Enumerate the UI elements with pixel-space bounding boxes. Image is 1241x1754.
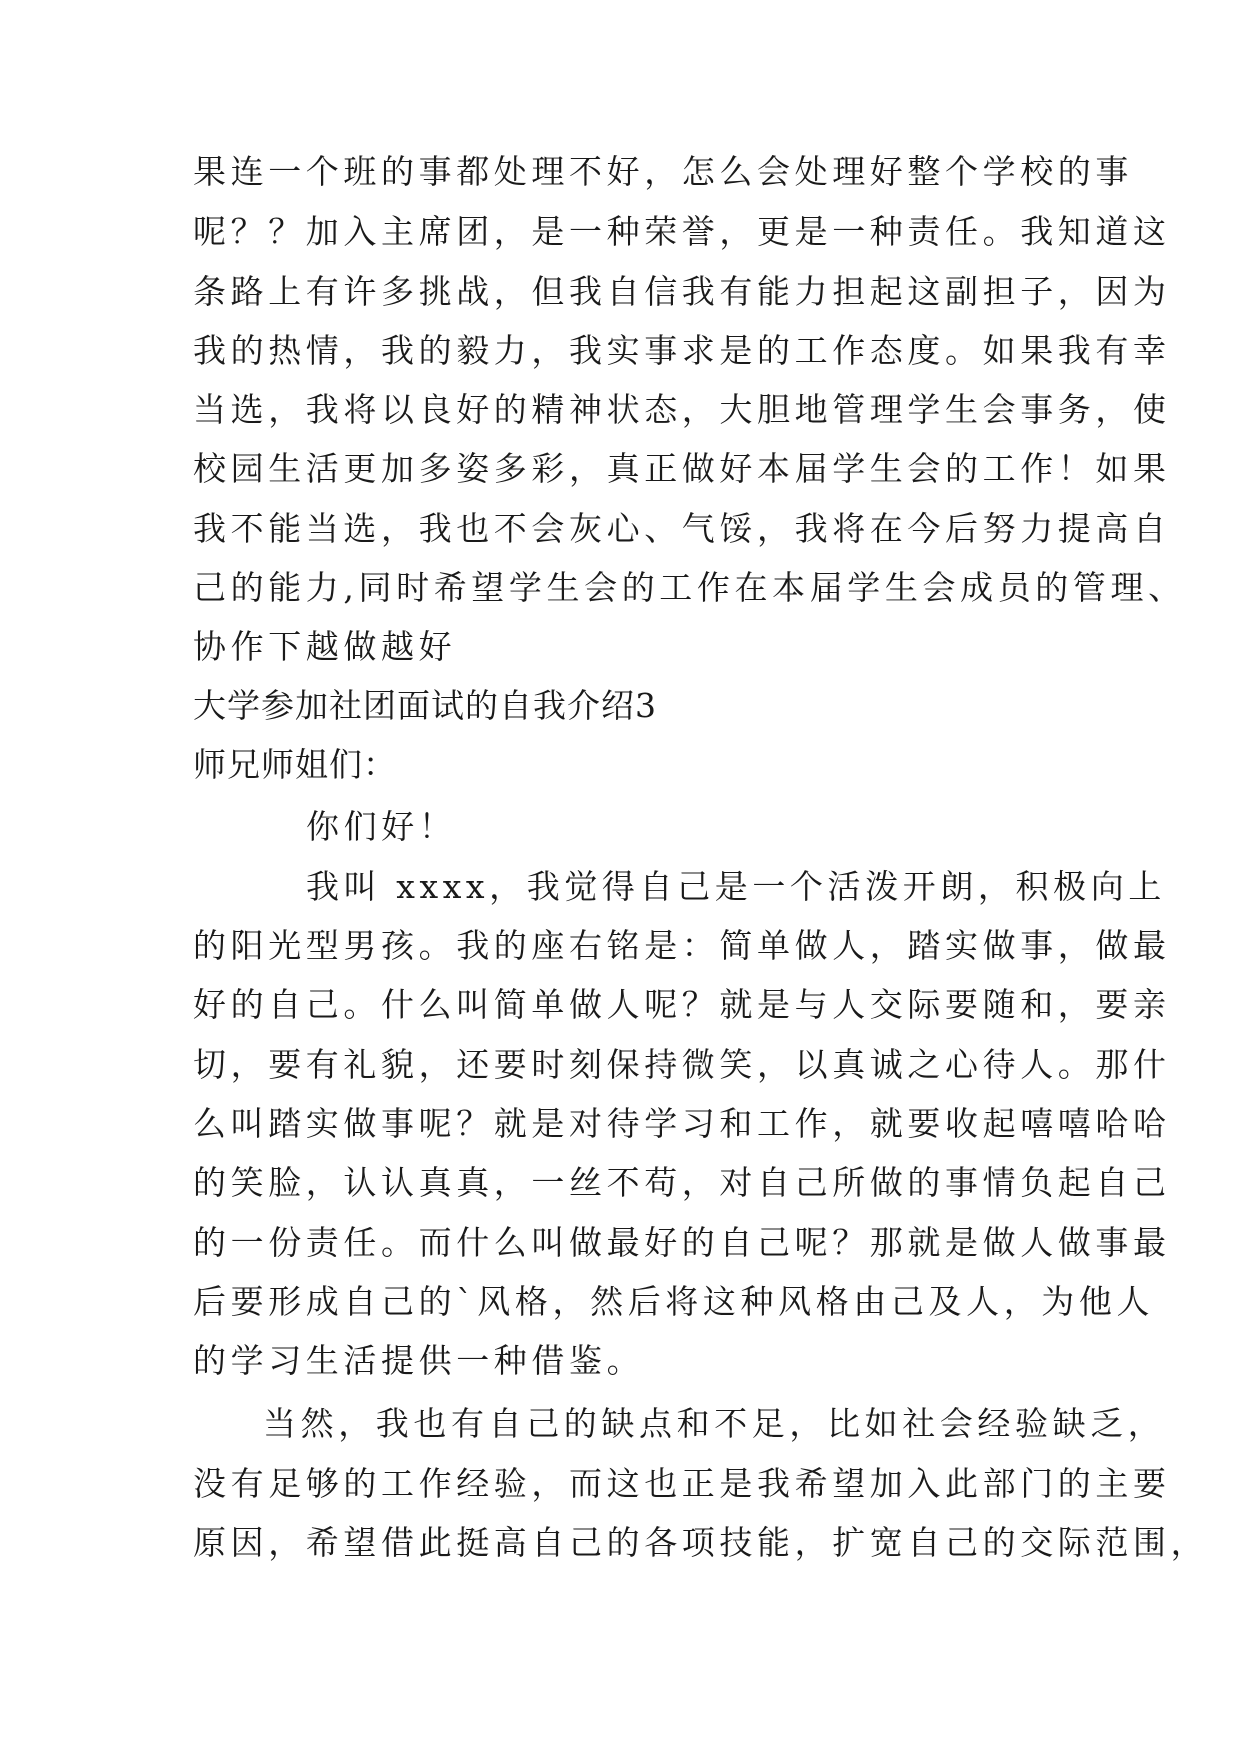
paragraph-line: 切，要有礼貌，还要时刻保持微笑，以真诚之心待人。那什 (193, 1045, 1171, 1084)
paragraph-line: 么叫踏实做事呢？就是对待学习和工作，就要收起嘻嘻哈哈 (193, 1104, 1171, 1143)
greeting: 你们好！ (306, 807, 457, 846)
paragraph-line: 当然，我也有自己的缺点和不足，比如社会经验缺乏， (263, 1404, 1166, 1443)
paragraph-line: 后要形成自己的`风格，然后将这种风格由己及人，为他人 (193, 1282, 1155, 1321)
paragraph-line: 的阳光型男孩。我的座右铭是：简单做人，踏实做事，做最 (193, 926, 1171, 965)
paragraph-line: 当选，我将以良好的精神状态，大胆地管理学生会事务，使 (193, 390, 1171, 429)
paragraph-line: 的笑脸，认认真真，一丝不苟，对自己所做的事情负起自己 (193, 1163, 1171, 1202)
paragraph-line: 己的能力,同时希望学生会的工作在本届学生会成员的管理、 (193, 568, 1186, 607)
paragraph-line: 好的自己。什么叫简单做人呢？就是与人交际要随和，要亲 (193, 985, 1171, 1024)
paragraph-line: 我不能当选，我也不会灰心、气馁，我将在今后努力提高自 (193, 509, 1171, 548)
paragraph-line: 呢？？加入主席团，是一种荣誉，更是一种责任。我知道这 (193, 212, 1171, 251)
paragraph-line: 校园生活更加多姿多彩，真正做好本届学生会的工作！如果 (193, 449, 1171, 488)
section-title: 大学参加社团面试的自我介绍3 (193, 686, 657, 725)
paragraph-line: 原因，希望借此挺高自己的各项技能，扩宽自己的交际范围， (193, 1523, 1209, 1562)
paragraph-line: 的一份责任。而什么叫做最好的自己呢？那就是做人做事最 (193, 1223, 1171, 1262)
salutation: 师兄师姐们： (193, 745, 397, 784)
paragraph-line: 我的热情，我的毅力，我实事求是的工作态度。如果我有幸 (193, 331, 1171, 370)
paragraph-line: 我叫 xxxx，我觉得自己是一个活泼开朗，积极向上 (306, 867, 1166, 906)
paragraph-line: 没有足够的工作经验，而这也正是我希望加入此部门的主要 (193, 1464, 1171, 1503)
paragraph-line: 的学习生活提供一种借鉴。 (193, 1341, 645, 1380)
paragraph-line: 果连一个班的事都处理不好，怎么会处理好整个学校的事 (193, 152, 1133, 191)
paragraph-line: 协作下越做越好 (193, 627, 457, 666)
paragraph-line: 条路上有许多挑战，但我自信我有能力担起这副担子，因为 (193, 272, 1171, 311)
